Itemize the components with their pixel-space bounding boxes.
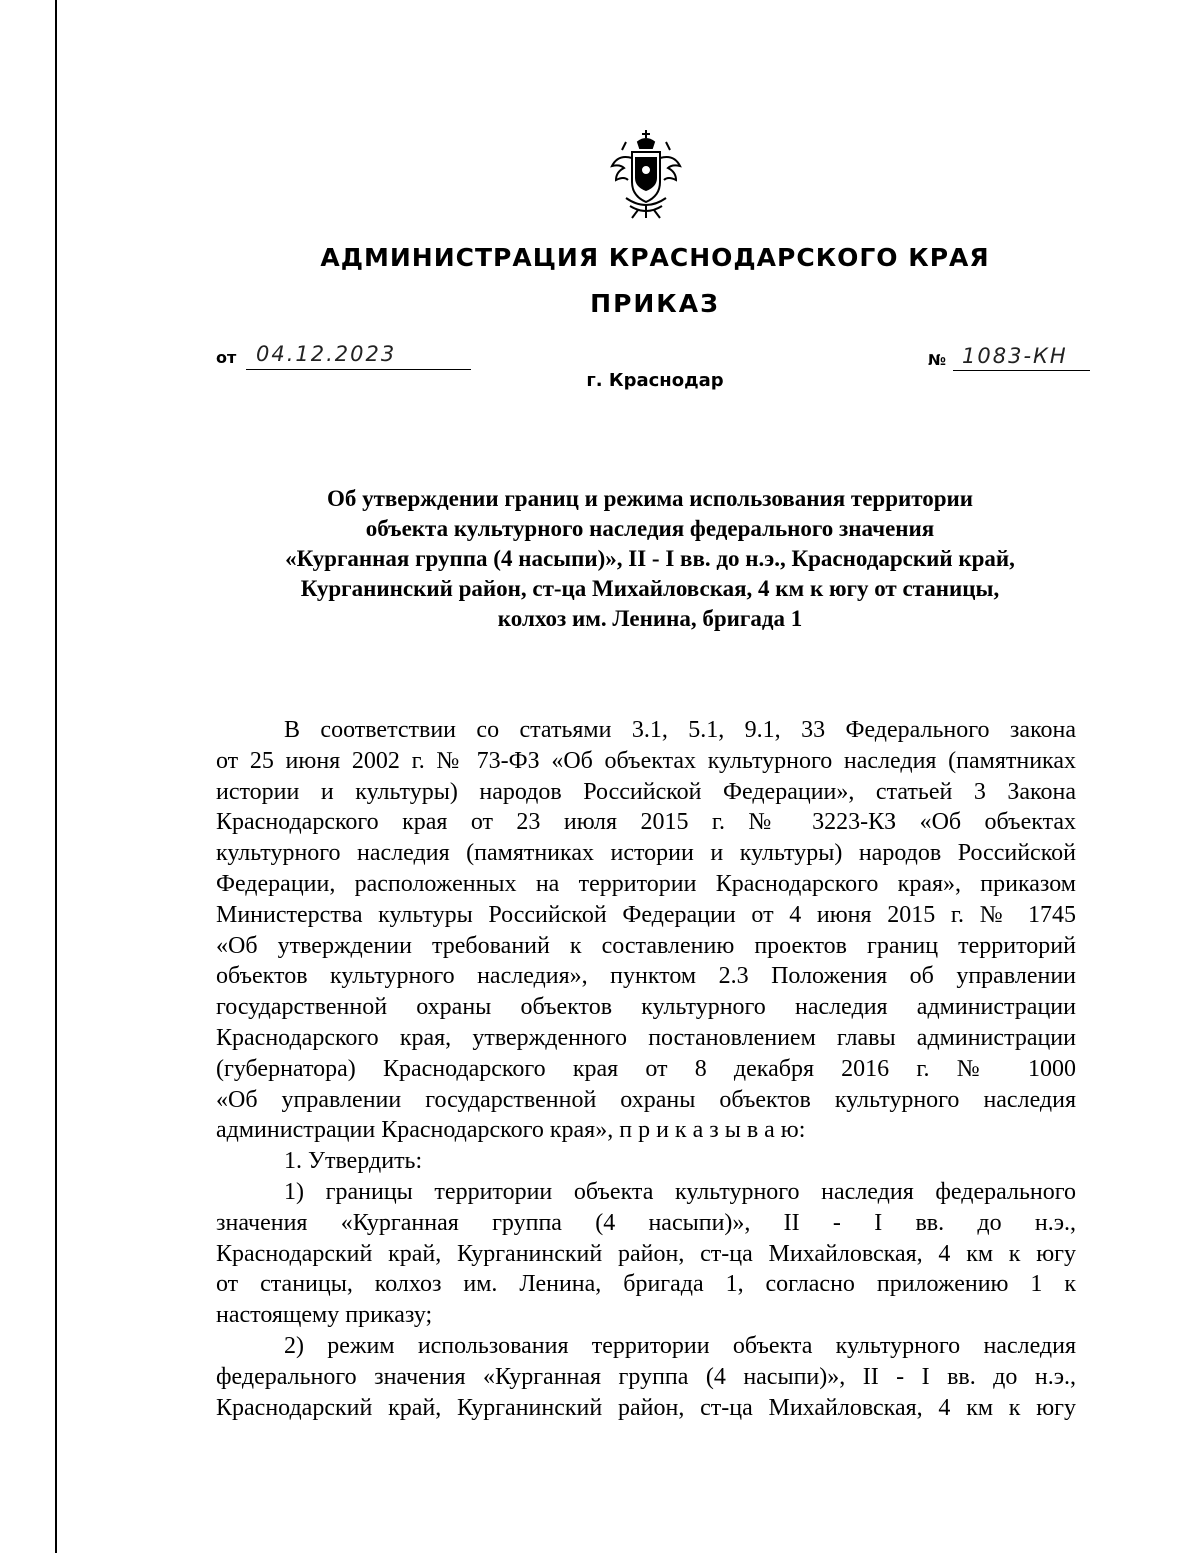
date-label: от [216, 348, 237, 367]
body-line: (губернатора) Краснодарского края от 8 декабря 2016 г. № 1000 [216, 1055, 1076, 1082]
title-line: «Курганная группа (4 насыпи)», II - I вв. до н.э., Краснодарский край, [285, 546, 1015, 571]
body-line: настоящему приказу; [216, 1302, 433, 1329]
body-line: государственной охраны объектов культурного наследия администрации [216, 994, 1076, 1021]
body-line: Краснодарского края от 23 июля 2015 г. № 3223-КЗ «Об объектах [216, 809, 1076, 836]
body-line: от станицы, колхоз им. Ленина, бригада 1, согласно приложению 1 к [216, 1271, 1076, 1298]
body-line: 1) границы территории объекта культурного наследия федерального [284, 1178, 1076, 1205]
body-line: федерального значения «Курганная группа (4 насыпи)», II - I вв. до н.э., [216, 1363, 1076, 1390]
title-line: колхоз им. Ленина, бригада 1 [497, 606, 803, 631]
body-line: Краснодарский край, Курганинский район, ст-ца Михайловская, 4 км к югу [216, 1394, 1076, 1421]
number-label: № [928, 351, 947, 369]
page-edge-line [55, 0, 57, 1553]
body-line: истории и культуры) народов Российской Федерации», статьей 3 Закона [216, 778, 1076, 805]
body-line: Министерства культуры Российской Федерации от 4 июня 2015 г. № 1745 [216, 901, 1076, 928]
title-line: Об утверждении границ и режима использования территории [326, 486, 974, 511]
body-line: Краснодарского края, утвержденного постановлением главы администрации [216, 1024, 1076, 1051]
order-body [216, 715, 1076, 1423]
body-line: администрации Краснодарского края», п р и к а з ы в а ю: [216, 1117, 806, 1144]
date-handwritten: 04.12.2023 [256, 342, 397, 366]
document-type: ПРИКАЗ [590, 289, 720, 318]
item-1-heading: 1. Утвердить: [284, 1148, 423, 1175]
body-line: «Об управлении государственной охраны объектов культурного наследия [216, 1086, 1076, 1113]
body-line: Федерации, расположенных на территории Краснодарского края», приказом [216, 870, 1076, 897]
body-line: значения «Курганная группа (4 насыпи)», II - I вв. до н.э., [216, 1209, 1076, 1236]
city-name: г. Краснодар [586, 370, 724, 391]
title-line: объекта культурного наследия федерального значения [365, 516, 935, 541]
body-line: 2) режим использования территории объекта культурного наследия [284, 1332, 1076, 1359]
number-handwritten: 1083-КН [962, 344, 1068, 368]
order-title [220, 484, 1080, 634]
coat-of-arms-emblem [608, 128, 684, 220]
body-line: от 25 июня 2002 г. № 73-ФЗ «Об объектах культурного наследия (памятниках [216, 747, 1076, 774]
body-line: культурного наследия (памятниках истории и культуры) народов Российской [216, 840, 1076, 867]
body-line: объектов культурного наследия», пунктом 2.3 Положения об управлении [216, 963, 1076, 990]
body-line: Краснодарский край, Курганинский район, ст-ца Михайловская, 4 км к югу [216, 1240, 1076, 1267]
body-line: «Об утверждении требований к составлению проектов границ территорий [216, 932, 1076, 959]
body-line: В соответствии со статьями 3.1, 5.1, 9.1, 33 Федерального закона [284, 717, 1076, 743]
organization-name: АДМИНИСТРАЦИЯ КРАСНОДАРСКОГО КРАЯ [320, 243, 990, 272]
title-line: Курганинский район, ст-ца Михайловская, 4 км к югу от станицы, [300, 576, 1000, 601]
